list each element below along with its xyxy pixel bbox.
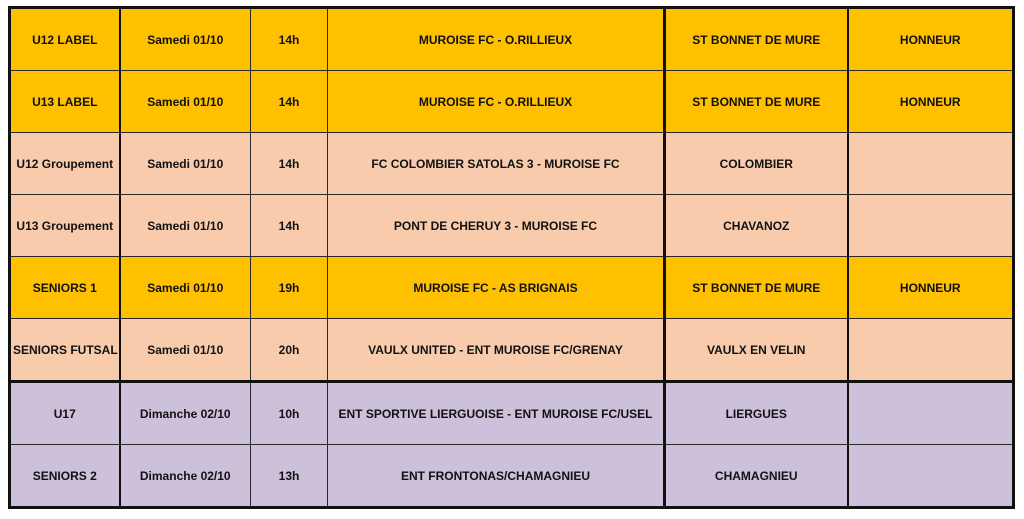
level-cell [848, 445, 1014, 508]
day-cell: Dimanche 02/10 [120, 382, 251, 445]
match-schedule-table [8, 6, 1015, 509]
category-cell: U12 Groupement [10, 133, 120, 195]
match-cell: FC COLOMBIER SATOLAS 3 - MUROISE FC [328, 133, 665, 195]
day-cell: Samedi 01/10 [120, 133, 251, 195]
venue-cell: ST BONNET DE MURE [665, 8, 848, 71]
table-row [10, 319, 1014, 382]
day-cell: Samedi 01/10 [120, 71, 251, 133]
day-cell: Dimanche 02/10 [120, 445, 251, 508]
venue-cell: CHAMAGNIEU [665, 445, 848, 508]
match-cell: PONT DE CHERUY 3 - MUROISE FC [328, 195, 665, 257]
category-cell: U13 Groupement [10, 195, 120, 257]
schedule-wrapper [8, 6, 1012, 509]
day-cell: Samedi 01/10 [120, 319, 251, 382]
category-cell: SENIORS 2 [10, 445, 120, 508]
time-cell: 13h [251, 445, 328, 508]
time-cell: 10h [251, 382, 328, 445]
level-cell [848, 319, 1014, 382]
match-cell: ENT SPORTIVE LIERGUOISE - ENT MUROISE FC/USEL [328, 382, 665, 445]
day-cell: Samedi 01/10 [120, 257, 251, 319]
match-cell: MUROISE FC - AS BRIGNAIS [328, 257, 665, 319]
match-cell: ENT FRONTONAS/CHAMAGNIEU [328, 445, 665, 508]
venue-cell: ST BONNET DE MURE [665, 71, 848, 133]
match-cell: MUROISE FC - O.RILLIEUX [328, 8, 665, 71]
venue-cell: VAULX EN VELIN [665, 319, 848, 382]
table-row [10, 71, 1014, 133]
category-cell: SENIORS FUTSAL [10, 319, 120, 382]
level-cell: HONNEUR [848, 8, 1014, 71]
table-row [10, 257, 1014, 319]
category-cell: SENIORS 1 [10, 257, 120, 319]
time-cell: 14h [251, 133, 328, 195]
category-cell: U13 LABEL [10, 71, 120, 133]
time-cell: 19h [251, 257, 328, 319]
level-cell [848, 195, 1014, 257]
category-cell: U17 [10, 382, 120, 445]
time-cell: 14h [251, 8, 328, 71]
match-cell: VAULX UNITED - ENT MUROISE FC/GRENAY [328, 319, 665, 382]
table-row [10, 8, 1014, 71]
table-row [10, 133, 1014, 195]
day-cell: Samedi 01/10 [120, 8, 251, 71]
level-cell: HONNEUR [848, 71, 1014, 133]
level-cell [848, 133, 1014, 195]
table-row [10, 445, 1014, 508]
time-cell: 14h [251, 71, 328, 133]
match-cell: MUROISE FC - O.RILLIEUX [328, 71, 665, 133]
venue-cell: COLOMBIER [665, 133, 848, 195]
time-cell: 20h [251, 319, 328, 382]
table-row [10, 195, 1014, 257]
venue-cell: ST BONNET DE MURE [665, 257, 848, 319]
time-cell: 14h [251, 195, 328, 257]
category-cell: U12 LABEL [10, 8, 120, 71]
level-cell [848, 382, 1014, 445]
venue-cell: LIERGUES [665, 382, 848, 445]
table-row [10, 382, 1014, 445]
day-cell: Samedi 01/10 [120, 195, 251, 257]
level-cell: HONNEUR [848, 257, 1014, 319]
venue-cell: CHAVANOZ [665, 195, 848, 257]
